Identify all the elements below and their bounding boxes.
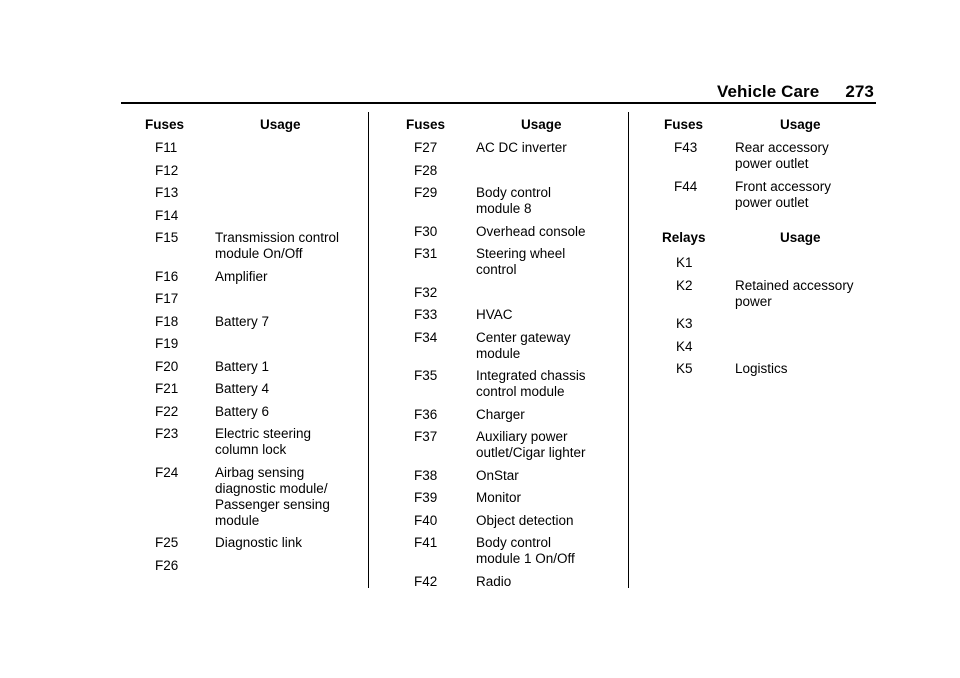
relay-row-code: K3 xyxy=(676,316,693,331)
fuse-row xyxy=(145,163,360,179)
section-title: Vehicle Care xyxy=(717,82,820,101)
fuse-row-code: F33 xyxy=(414,307,438,322)
fuse-row-usage xyxy=(215,558,360,574)
fuse-row-code: F12 xyxy=(155,162,179,178)
relay-row-code: K4 xyxy=(676,338,693,354)
fuse-row xyxy=(145,465,360,529)
fuse-row-code: F19 xyxy=(155,336,179,351)
fuse-row-usage: Battery 1 xyxy=(215,358,270,374)
fuse-row-code: F31 xyxy=(414,246,438,261)
fuse-row xyxy=(406,407,621,423)
relay-row-usage: Logistics xyxy=(735,361,788,376)
section-gap xyxy=(664,217,879,230)
fuse-row xyxy=(145,359,360,375)
fuse-row-usage: Battery 4 xyxy=(215,381,270,396)
fuse-row xyxy=(406,285,621,301)
fuse-row-code: F28 xyxy=(414,162,438,178)
fuse-row xyxy=(406,246,621,278)
table-header xyxy=(145,114,360,140)
fuse-row-usage: Steering wheel control xyxy=(476,246,566,277)
fuse-row xyxy=(145,230,360,262)
fuse-row-code: F14 xyxy=(155,207,179,223)
fuse-row-usage: Auxiliary power outlet/Cigar lighter xyxy=(476,429,586,460)
fuse-row-code: F26 xyxy=(155,557,179,573)
fuse-row-code: F41 xyxy=(414,535,438,550)
fuse-row xyxy=(406,307,621,323)
fuse-row xyxy=(145,558,360,574)
relay-row xyxy=(664,339,879,355)
relay-row-usage xyxy=(735,255,879,271)
fuse-row-usage: Airbag sensing diagnostic module/ Passenger sensing module xyxy=(215,464,330,528)
fuse-row-usage: Charger xyxy=(476,406,525,422)
fuse-row-code: F25 xyxy=(155,535,179,550)
fuse-row xyxy=(406,574,621,590)
fuse-row-usage: Overhead console xyxy=(476,223,586,239)
relay-row xyxy=(664,278,879,310)
fuse-row xyxy=(664,140,879,172)
fuse-row-usage: Rear accessory power outlet xyxy=(735,140,829,171)
fuse-row-usage xyxy=(215,291,360,307)
fuse-row-usage: HVAC xyxy=(476,307,513,322)
table-header-usage: Usage xyxy=(780,117,821,132)
fuse-row-code: F22 xyxy=(155,403,179,419)
fuse-row-usage xyxy=(215,163,360,179)
fuse-row-code: F32 xyxy=(414,284,438,300)
fuse-row xyxy=(145,404,360,420)
fuse-row xyxy=(406,224,621,240)
fuse-row-usage xyxy=(215,336,360,352)
fuse-row-usage: Electric steering column lock xyxy=(215,426,312,457)
fuse-row-usage: Diagnostic link xyxy=(215,535,303,550)
table-header-code: Fuses xyxy=(406,117,446,132)
table-header xyxy=(406,114,621,140)
table-header-usage: Usage xyxy=(521,117,562,132)
fuse-row-code: F37 xyxy=(414,429,438,444)
fuse-table-column-3 xyxy=(664,114,879,384)
fuse-row-code: F20 xyxy=(155,358,179,374)
fuse-row-usage xyxy=(215,208,360,224)
fuse-row xyxy=(406,185,621,217)
relay-row-code: K5 xyxy=(676,361,693,376)
fuse-row-code: F39 xyxy=(414,490,438,505)
fuse-row-usage: Battery 7 xyxy=(215,313,270,329)
fuse-row xyxy=(406,535,621,567)
fuse-row-code: F34 xyxy=(414,329,438,345)
relays-header-usage: Usage xyxy=(780,230,821,245)
fuse-row-usage: Center gateway module xyxy=(476,329,571,361)
fuse-row-usage xyxy=(476,285,621,301)
fuse-row-usage: Amplifier xyxy=(215,268,268,284)
fuse-row xyxy=(145,291,360,307)
fuse-row xyxy=(406,490,621,506)
fuse-row-code: F15 xyxy=(155,230,179,245)
fuse-row-code: F24 xyxy=(155,464,179,480)
fuse-row xyxy=(145,140,360,156)
fuse-row xyxy=(145,314,360,330)
fuse-row xyxy=(406,140,621,156)
fuse-row-usage: Transmission control module On/Off xyxy=(215,230,340,261)
table-header xyxy=(664,114,879,140)
fuse-row-code: F44 xyxy=(674,178,698,194)
fuse-row-usage: AC DC inverter xyxy=(476,140,567,155)
fuse-row xyxy=(145,185,360,201)
fuse-row-code: F29 xyxy=(414,185,438,200)
relay-row-code: K1 xyxy=(676,255,693,270)
fuse-row-code: F13 xyxy=(155,185,179,200)
table-header-code: Fuses xyxy=(664,117,704,132)
fuse-table-column-2 xyxy=(406,114,621,596)
column-divider xyxy=(628,112,629,588)
fuse-row-code: F23 xyxy=(155,426,179,441)
fuse-row-usage: OnStar xyxy=(476,467,519,483)
table-header-code: Fuses xyxy=(145,117,185,132)
fuse-row xyxy=(145,208,360,224)
relay-row xyxy=(664,255,879,271)
relays-header xyxy=(664,230,879,255)
fuse-row-usage: Integrated chassis control module xyxy=(476,368,586,399)
relay-row xyxy=(664,361,879,377)
page-header xyxy=(717,82,874,102)
fuse-row xyxy=(406,429,621,461)
relay-row-code: K2 xyxy=(676,277,693,293)
fuse-row xyxy=(406,368,621,400)
fuse-row-usage xyxy=(215,185,360,201)
fuse-row-code: F43 xyxy=(674,140,698,155)
fuse-row xyxy=(145,269,360,285)
fuse-row-usage: Body control module 1 On/Off xyxy=(476,535,575,566)
page-number: 273 xyxy=(845,82,874,101)
relay-row-usage xyxy=(735,316,879,332)
fuse-row xyxy=(145,381,360,397)
fuse-row xyxy=(145,426,360,458)
fuse-row-usage xyxy=(476,163,621,179)
fuse-row-code: F30 xyxy=(414,223,438,239)
fuse-row-code: F38 xyxy=(414,467,438,483)
fuse-row-code: F17 xyxy=(155,291,179,306)
fuse-row xyxy=(664,179,879,211)
fuse-row-code: F40 xyxy=(414,512,438,528)
fuse-row-code: F16 xyxy=(155,268,179,284)
fuse-row-code: F27 xyxy=(414,140,438,155)
fuse-row-code: F35 xyxy=(414,368,438,383)
fuse-row xyxy=(406,330,621,362)
relay-row-usage xyxy=(735,339,879,355)
fuse-row xyxy=(145,535,360,551)
fuse-row xyxy=(145,336,360,352)
header-rule xyxy=(121,102,876,104)
fuse-row-code: F42 xyxy=(414,573,438,589)
table-header-usage: Usage xyxy=(260,117,301,132)
relays-header-code: Relays xyxy=(662,230,706,245)
fuse-row-usage: Monitor xyxy=(476,490,522,505)
fuse-row-usage: Body control module 8 xyxy=(476,185,552,216)
fuse-row-usage: Front accessory power outlet xyxy=(735,178,832,210)
fuse-row-code: F18 xyxy=(155,313,179,329)
fuse-row xyxy=(406,163,621,179)
relay-row-usage: Retained accessory power xyxy=(735,277,854,309)
relay-row xyxy=(664,316,879,332)
fuse-row-usage xyxy=(215,140,360,156)
fuse-row-usage: Object detection xyxy=(476,512,574,528)
fuse-row-code: F21 xyxy=(155,381,179,396)
fuse-row xyxy=(406,468,621,484)
column-divider xyxy=(368,112,369,588)
fuse-row-usage: Battery 6 xyxy=(215,403,270,419)
fuse-row-usage: Radio xyxy=(476,573,512,589)
fuse-table-column-1 xyxy=(145,114,360,580)
fuse-row-code: F36 xyxy=(414,406,438,422)
fuse-row xyxy=(406,513,621,529)
fuse-row-code: F11 xyxy=(155,140,178,155)
